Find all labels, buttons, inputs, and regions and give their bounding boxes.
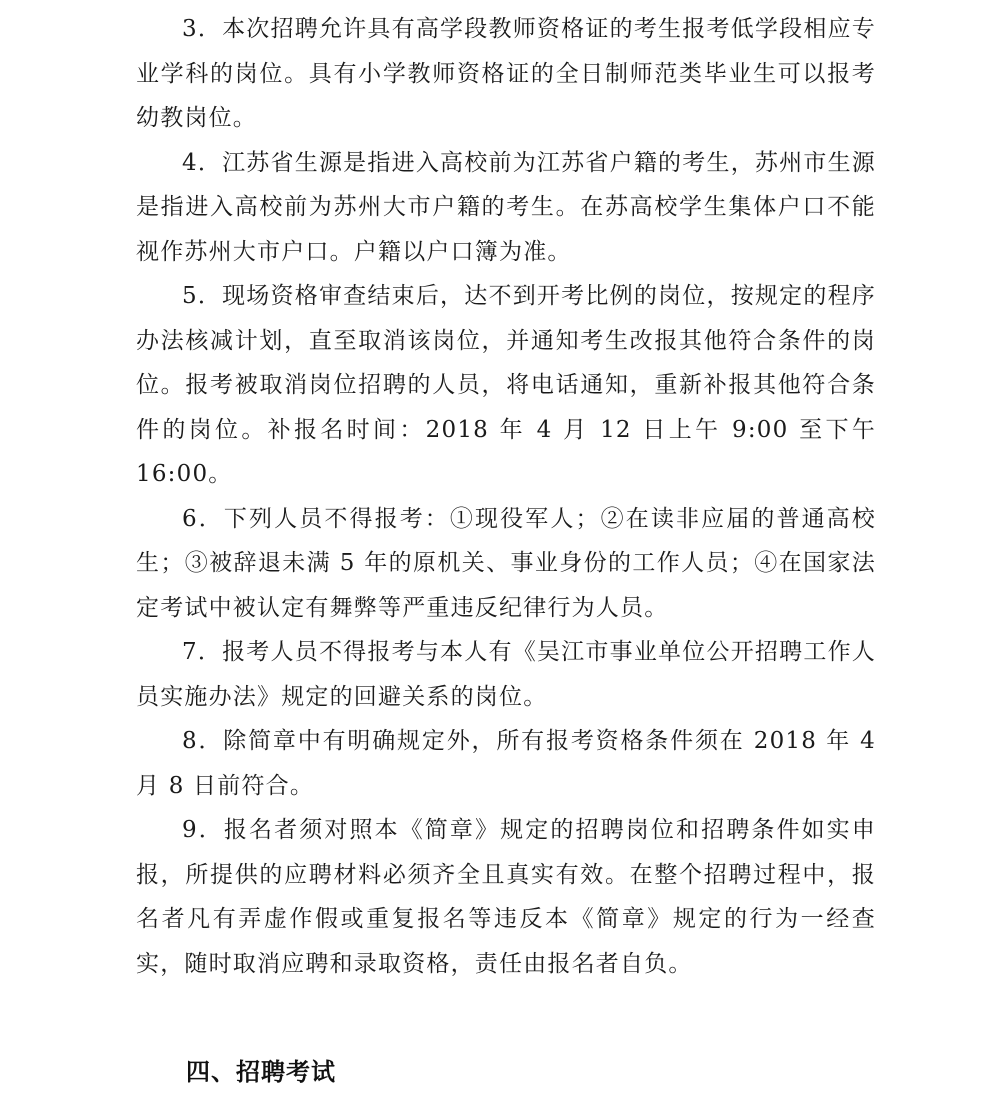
paragraph-item-7: 7．报考人员不得报考与本人有《吴江市事业单位公开招聘工作人员实施办法》规定的回避关系的岗位。 bbox=[136, 639, 876, 710]
paragraph-item-5: 5．现场资格审查结束后，达不到开考比例的岗位，按规定的程序办法核减计划，直至取消该岗位，并通知考生改报其他符合条件的岗位。报考被取消岗位招聘的人员，将电话通知，重新补报其他符合条件的岗位。补报名时间：2018 年 4 月 12 日上午 9:00 至下午 16:00。 bbox=[136, 283, 876, 487]
paragraph-item-9: 9．报名者须对照本《简章》规定的招聘岗位和招聘条件如实申报，所提供的应聘材料必须齐全且真实有效。在整个招聘过程中，报名者凡有弄虚作假或重复报名等违反本《简章》规定的行为一经查实，随时取消应聘和录取资格，责任由报名者自负。 bbox=[136, 817, 876, 977]
paragraph-item-3: 3．本次招聘允许具有高学段教师资格证的考生报考低学段相应专业学科的岗位。具有小学教师资格证的全日制师范类毕业生可以报考幼教岗位。 bbox=[136, 16, 876, 131]
section-heading: 四、招聘考试 bbox=[186, 1058, 336, 1086]
paragraph-item-8: 8．除简章中有明确规定外，所有报考资格条件须在 2018 年 4 月 8 日前符合。 bbox=[136, 728, 876, 799]
document-body bbox=[136, 7, 876, 986]
paragraph-item-4: 4．江苏省生源是指进入高校前为江苏省户籍的考生，苏州市生源是指进入高校前为苏州大市户籍的考生。在苏高校学生集体户口不能视作苏州大市户口。户籍以户口簿为准。 bbox=[136, 149, 876, 265]
paragraph-item-6: 6．下列人员不得报考：①现役军人；②在读非应届的普通高校生；③被辞退未满 5 年的原机关、事业身份的工作人员；④在国家法定考试中被认定有舞弊等严重违反纪律行为人员。 bbox=[136, 505, 876, 621]
